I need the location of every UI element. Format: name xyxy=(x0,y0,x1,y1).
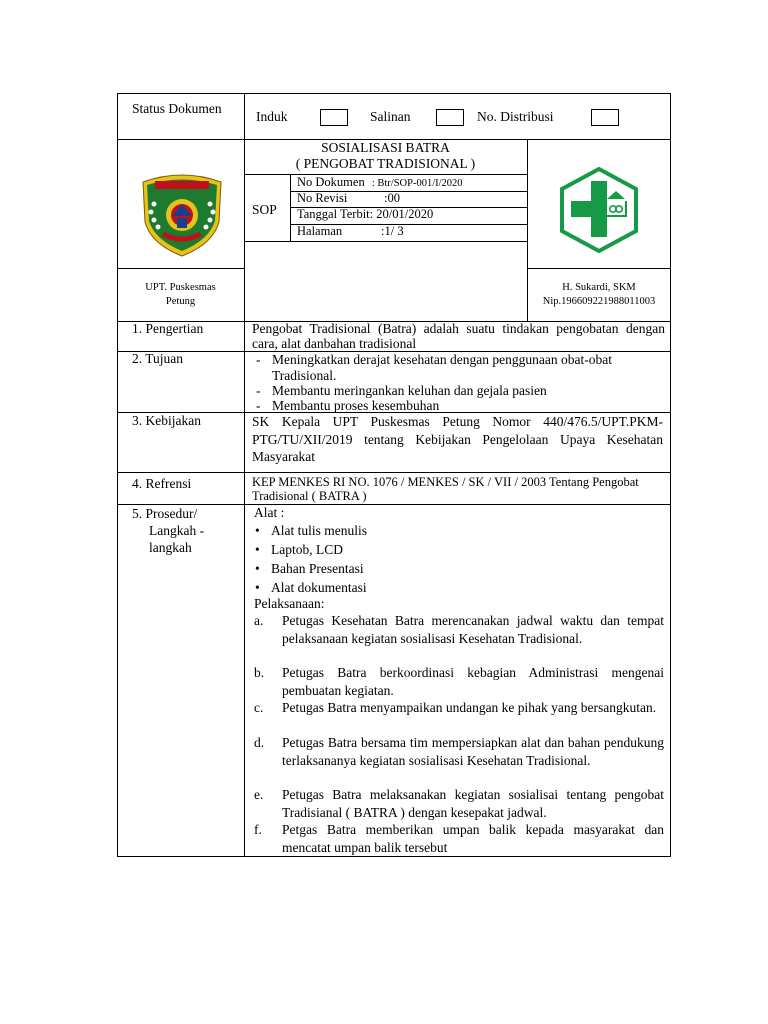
step-letter: b. xyxy=(254,665,265,680)
step-letter: d. xyxy=(254,735,265,750)
salinan-label: Salinan xyxy=(370,109,411,124)
meta-label: Tanggal Terbit: xyxy=(297,207,374,221)
sop-meta-bottom xyxy=(244,241,527,242)
signer-block xyxy=(527,281,671,309)
alat-item: • Alat tulis menulis xyxy=(252,521,662,540)
step-text: Petugas Batra melaksanakan kegiatan sosialisai tentang pengobat Tradisianal ( BATRA ) dengan kesepakat jadwal. xyxy=(282,787,664,820)
meta-row-no-dokumen xyxy=(297,175,463,190)
step-text: Petugas Batra bersama tim mempersiapkan alat dan bahan pendukung terlaksananya kegiatan sosialisasi Kesehatan Tradisional. xyxy=(282,735,664,768)
meta-value: :1/ 3 xyxy=(381,224,404,238)
alat-heading: Alat : xyxy=(254,505,285,520)
alat-item: • Alat dokumentasi xyxy=(252,578,662,597)
prosedur-label xyxy=(132,505,204,556)
referensi-text: KEP MENKES RI NO. 1076 / MENKES / SK / VII / 2003 Tentang Pengobat Tradisional ( BATRA ) xyxy=(252,475,639,503)
meta-value: 20/01/2020 xyxy=(376,207,434,221)
induk-label: Induk xyxy=(256,109,288,124)
row-divider-logos xyxy=(117,268,244,269)
signer-nip: Nip.196609221988011003 xyxy=(542,296,656,307)
org-line2: Petung xyxy=(165,296,196,307)
induk-checkbox[interactable] xyxy=(320,109,348,126)
step-letter: f. xyxy=(254,822,262,837)
org-name xyxy=(117,281,244,309)
tujuan-item: - Membantu meringankan keluhan dan gejala pasien xyxy=(256,383,666,399)
regional-emblem-logo xyxy=(137,170,227,258)
prosedur-label-line3: langkah xyxy=(149,540,192,555)
salinan-checkbox[interactable] xyxy=(436,109,464,126)
step-b xyxy=(254,664,664,699)
step-f xyxy=(254,821,664,856)
prosedur-label-line2: Langkah - xyxy=(149,523,205,538)
org-line1: UPT. Puskesmas xyxy=(145,282,216,293)
row-divider-kebijakan xyxy=(117,472,671,473)
label-column-divider xyxy=(244,93,245,857)
pelaksanaan-heading: Pelaksanaan: xyxy=(254,596,325,611)
meta-value: : Btr/SOP-001/I/2020 xyxy=(371,178,463,189)
pengertian-text: Pengobat Tradisional (Batra) adalah suatu tindakan pengobatan dengan cara, alat danbahan tradisional xyxy=(252,321,665,351)
kebijakan-label: 3. Kebijakan xyxy=(132,413,201,428)
tujuan-item: - Membantu proses kesembuhan xyxy=(256,398,666,414)
meta-row-no-revisi xyxy=(297,191,400,206)
puskesmas-logo xyxy=(556,167,642,253)
tujuan-item-text: Meningkatkan derajat kesehatan dengan penggunaan obat-obat Tradisional. xyxy=(272,352,612,383)
step-letter: c. xyxy=(254,700,264,715)
meta-label: No Revisi xyxy=(297,191,348,205)
alat-item: • Bahan Presentasi xyxy=(252,559,662,578)
meta-label: Halaman xyxy=(297,224,343,238)
step-c xyxy=(254,699,664,717)
step-text: Petugas Batra menyampaikan undangan ke pihak yang bersangkutan. xyxy=(282,700,657,715)
step-text: Petugas Batra berkoordinasi kebagian Administrasi mengenai pembuatan kegiatan. xyxy=(282,665,664,698)
sop-label: SOP xyxy=(252,202,277,217)
meta-row-halaman xyxy=(297,224,404,239)
referensi-label: 4. Refrensi xyxy=(132,476,192,491)
meta-label: No Dokumen xyxy=(297,175,365,189)
step-a xyxy=(254,612,664,647)
sop-title-line2: ( PENGOBAT TRADISIONAL ) xyxy=(295,156,476,171)
distribusi-checkbox[interactable] xyxy=(591,109,619,126)
tujuan-item-text: Membantu meringankan keluhan dan gejala pasien xyxy=(272,383,547,398)
step-e xyxy=(254,786,664,821)
tujuan-label: 2. Tujuan xyxy=(132,351,184,366)
alat-list xyxy=(252,521,662,597)
status-dokumen-label: Status Dokumen xyxy=(132,101,222,116)
meta-row-tanggal xyxy=(297,207,433,222)
meta-value: :00 xyxy=(384,191,400,205)
signer-name: H. Sukardi, SKM xyxy=(562,282,636,293)
step-d xyxy=(254,734,664,769)
step-letter: e. xyxy=(254,787,264,802)
row-divider-logos-right xyxy=(527,268,671,269)
distribusi-label: No. Distribusi xyxy=(477,109,554,124)
step-text: Petugas Kesehatan Batra merencanakan jadwal waktu dan tempat pelaksanaan kegiatan sosialisasi Kesehatan Tradisional. xyxy=(282,613,664,646)
pengertian-label: 1. Pengertian xyxy=(132,321,204,336)
prosedur-label-line1: 5. Prosedur/ xyxy=(132,506,198,521)
kebijakan-text: SK Kepala UPT Puskesmas Petung Nomor 440/476.5/UPT.PKM-PTG/TU/XII/2019 tentang Kebijakan Pengelolaan Upaya Kesehatan Masyarakat xyxy=(252,414,663,464)
step-letter: a. xyxy=(254,613,264,628)
tujuan-item: - Meningkatkan derajat kesehatan dengan penggunaan obat-obat Tradisional. xyxy=(256,352,666,383)
tujuan-item-text: Membantu proses kesembuhan xyxy=(272,398,440,413)
sop-title-line1: SOSIALISASI BATRA xyxy=(321,140,450,155)
step-text: Petgas Batra memberikan umpan balik kepada masyarakat dan mencatat umpan balik tersebut xyxy=(282,822,664,855)
alat-item: • Laptob, LCD xyxy=(252,540,662,559)
